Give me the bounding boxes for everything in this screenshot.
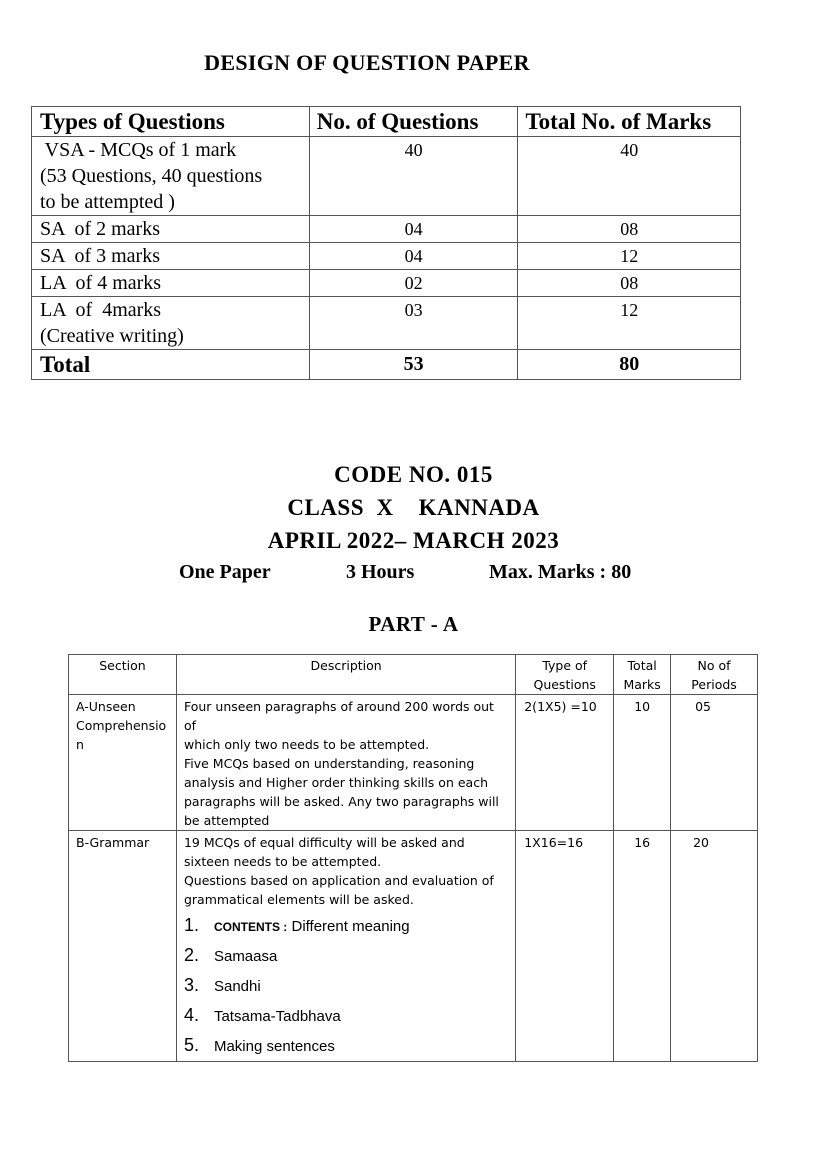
class-subject: CLASS X KANNADA [287,495,540,520]
type-cell [32,137,310,216]
contents-list [184,911,507,1061]
list-item [184,1031,507,1061]
desc-line: which only two needs to be attempted. [183,737,430,752]
row-unseen-comprehension [69,695,758,831]
item-number: 4. [183,1005,199,1025]
section-line: Comprehensio [76,718,167,733]
type-line: VSA - MCQs of 1 mark [40,139,237,161]
design-row-la4 [32,270,741,297]
marks-cell: 08 [518,270,741,297]
marks-cell: 10 [614,695,671,831]
header-types: Types of Questions [32,107,310,137]
item-number: 2. [183,945,199,965]
desc-line: grammatical elements will be asked. [183,892,414,907]
section-cell: B-Grammar [69,831,177,1062]
total-count: 53 [309,350,518,380]
marks-cell: 12 [518,243,741,270]
item-text: Samaasa [213,948,278,965]
header-type-line2: Questions [533,677,596,692]
contents-label: CONTENTS : [213,920,288,934]
header-type-line1: Type of [542,658,588,673]
header-marks-line2: Marks [623,677,661,692]
marks-cell: 12 [518,297,741,350]
design-table [31,106,741,380]
count-cell: 02 [309,270,518,297]
periods-cell: 20 [671,831,758,1062]
item-text: Tatsama-Tadbhava [213,1008,341,1025]
design-row-sa3 [32,243,741,270]
part-heading: PART - A [368,612,459,636]
header-marks: Total No. of Marks [518,107,741,137]
total-marks: 80 [518,350,741,380]
desc-line: be attempted [183,813,270,828]
item-number: 3. [183,975,199,995]
count-cell: 04 [309,243,518,270]
count-cell: 04 [309,216,518,243]
design-title: DESIGN OF QUESTION PAPER [204,50,530,75]
desc-line: paragraphs will be asked. Any two paragraphs will [183,794,499,809]
desc-line: Four unseen paragraphs of around 200 words out of [183,699,494,733]
count-cell: 40 [309,137,518,216]
item-text: Making sentences [213,1038,335,1055]
description-cell [176,695,515,831]
item-number: 5. [183,1035,199,1055]
type-line: (53 Questions, 40 questions [40,165,263,187]
desc-line: Questions based on application and evaluation of [183,873,494,888]
type-cell [32,297,310,350]
header-count: No. of Questions [309,107,518,137]
header-type [516,655,614,695]
header-marks-line1: Total [627,658,657,673]
item-number: 1. [183,915,199,935]
marks-cell: 40 [518,137,741,216]
marks-cell: 08 [518,216,741,243]
type-line: LA of 4marks [40,299,162,321]
design-total-row [32,350,741,380]
list-item [184,971,507,1001]
type-cell: LA of 4 marks [32,270,310,297]
design-row-creative [32,297,741,350]
type-line: (Creative writing) [40,325,184,347]
type-cell: SA of 3 marks [32,243,310,270]
type-cell: 2(1X5) =10 [516,695,614,831]
total-label: Total [32,350,310,380]
header-periods-line1: No of [697,658,731,673]
description-cell [176,831,515,1062]
marks-cell: 16 [614,831,671,1062]
header-marks [614,655,671,695]
item-text: Different meaning [291,918,410,935]
one-paper-label: One Paper [179,561,271,583]
code-number: CODE NO. 015 [334,462,493,487]
item-text: Sandhi [213,978,261,995]
duration-label: 3 Hours [346,561,415,583]
header-periods [671,655,758,695]
header-section: Section [69,655,177,695]
max-marks-label: Max. Marks : 80 [489,561,632,583]
session-period: APRIL 2022– MARCH 2023 [267,528,560,553]
list-item [184,941,507,971]
count-cell: 03 [309,297,518,350]
list-item [184,911,507,941]
desc-line: sixteen needs to be attempted. [183,854,382,869]
header-periods-line2: Periods [691,677,737,692]
type-cell: 1X16=16 [516,831,614,1062]
type-cell: SA of 2 marks [32,216,310,243]
list-item [184,1001,507,1031]
header-description: Description [176,655,515,695]
desc-line: Five MCQs based on understanding, reasoning [183,756,475,771]
row-grammar [69,831,758,1062]
section-cell [69,695,177,831]
design-row-sa2 [32,216,741,243]
section-line: n [76,737,84,752]
periods-cell: 05 [671,695,758,831]
type-line: to be attempted ) [40,191,175,213]
desc-line: analysis and Higher order thinking skills on each [183,775,488,790]
design-header-row [32,107,741,137]
part-a-table [68,654,758,1062]
desc-line: 19 MCQs of equal difficulty will be asked and [183,835,465,850]
part-a-header-row [69,655,758,695]
design-row-vsa [32,137,741,216]
section-line: A-Unseen [76,699,136,714]
